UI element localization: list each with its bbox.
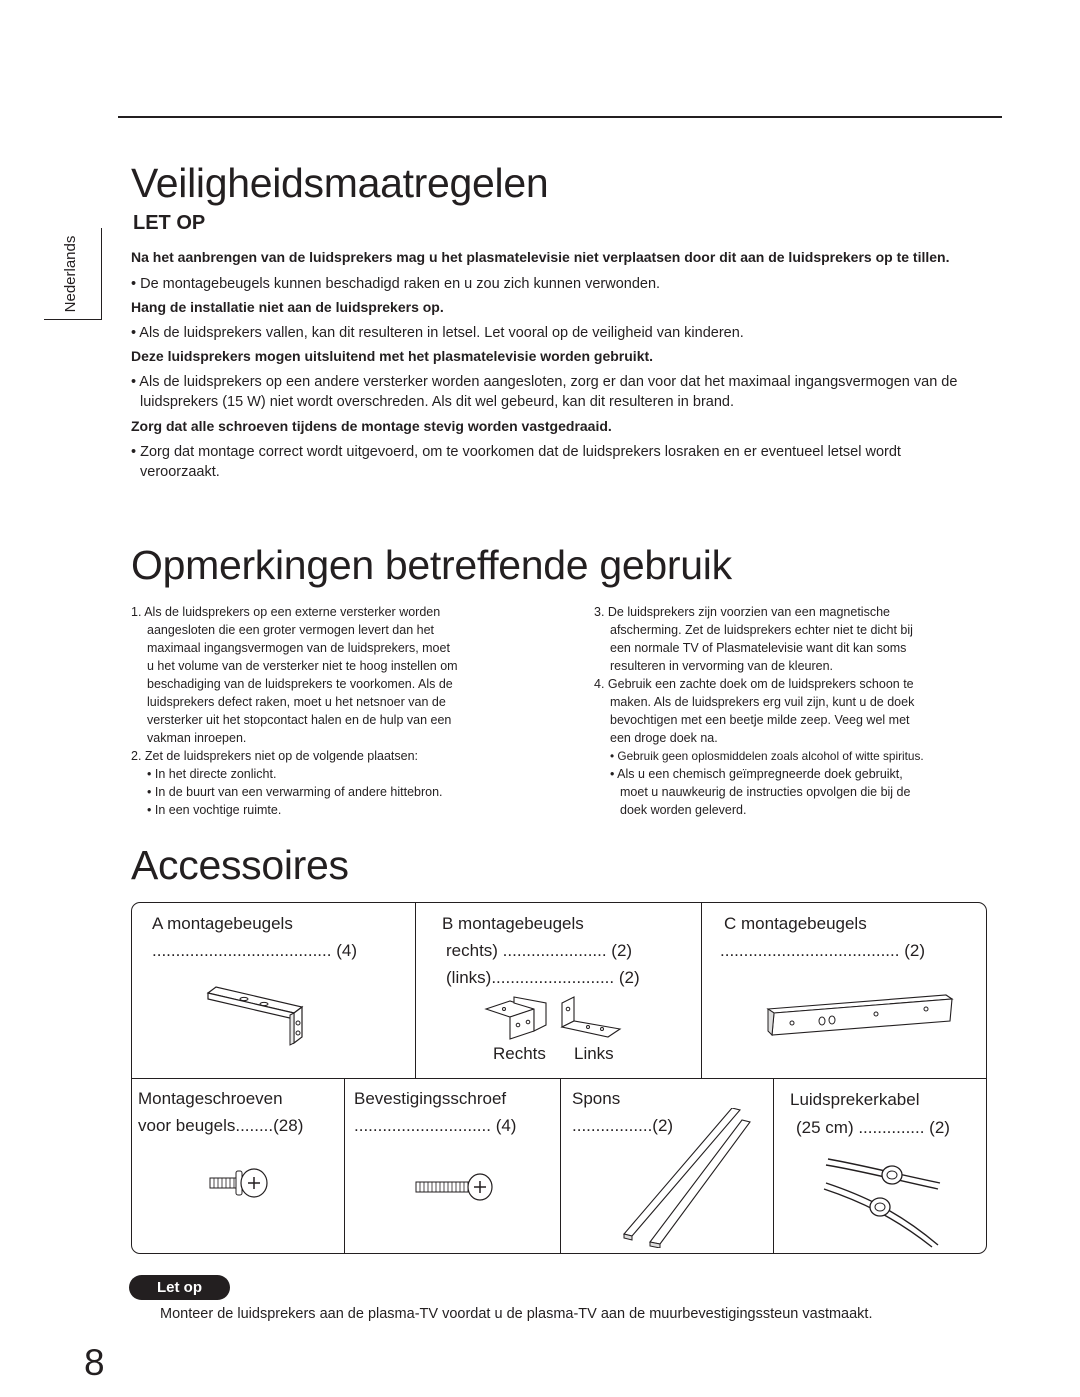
language-tab [44,228,102,320]
accessories-table [131,902,987,1254]
accessory-d-label: Montageschroeven [138,1089,283,1108]
caution-heading: LET OP [133,212,206,234]
note-badge: Let op [129,1275,230,1300]
usage-line: maximaal ingangsvermogen van de luidsprekers, moet [147,641,450,655]
usage-line: • In het directe zonlicht. [147,767,277,781]
usage-line: 3. De luidsprekers zijn voorzien van een magnetische [594,605,890,619]
bracket-a-icon [204,979,314,1051]
usage-line: • In de buurt van een verwarming of andere hittebron. [147,785,443,799]
usage-line: moet u nauwkeurig de instructies opvolgen die bij de [620,785,911,799]
accessory-g-qty: (25 cm) .............. (2) [796,1118,950,1137]
section-title-accessories: Accessoires [131,842,349,888]
usage-line: • Als u een chemisch geïmpregneerde doek gebruikt, [610,767,903,781]
accessory-c-label: C montagebeugels [724,914,867,933]
usage-line: aangesloten die een groter vermogen levert dan het [147,623,434,637]
language-label: Nederlands [62,235,79,313]
usage-line: een normale TV of Plasmatelevisie want dit kan soms [610,641,907,655]
usage-line: resulteren in vervorming van de kleuren. [610,659,834,673]
note-text: Monteer de luidsprekers aan de plasma-TV voordat u de plasma-TV aan de muurbevestigingssteun vastmaakt. [160,1306,873,1322]
accessory-c-qty: ...................................... (2) [720,941,925,960]
accessory-b-links: (links).......................... (2) [446,968,640,987]
usage-left-column [131,603,571,819]
accessory-e-qty: ............................. (4) [354,1116,517,1135]
screw-short-icon [208,1167,272,1199]
safety-detail-4: • Zorg dat montage correct wordt uitgevoerd, om te voorkomen dat de luidsprekers losraken en er eventueel letsel wordt veroorzaakt. [131,444,901,480]
usage-line: vakman inroepen. [147,731,247,745]
accessory-f-label: Spons [572,1089,621,1108]
bracket-b-caption-rechts: Rechts [493,1044,546,1063]
safety-warning-1: Na het aanbrengen van de luidsprekers mag u het plasmatelevisie niet verplaatsen door dit aan de luidsprekers op te tillen. [131,249,950,265]
usage-line: een droge doek na. [610,731,718,745]
safety-detail-1: • De montagebeugels kunnen beschadigd raken en u zou zich kunnen verwonden. [131,276,661,292]
accessory-a-qty: ...................................... (4) [152,941,357,960]
usage-line: luidsprekers defect raken, moet u het netsnoer van de [147,695,446,709]
page-number: 8 [84,1342,105,1383]
usage-line: u het volume van de versterker niet te hoog instellen om [147,659,458,673]
bracket-b-icon [484,995,624,1041]
screw-long-icon [414,1173,494,1201]
accessory-f-qty: .................(2) [572,1116,674,1135]
usage-line: • In een vochtige ruimte. [147,803,282,817]
bracket-b-caption-links: Links [574,1044,614,1063]
speaker-cable-icon [822,1149,946,1249]
safety-detail-2: • Als de luidsprekers vallen, kan dit resulteren in letsel. Let vooral op de veiligheid van kinderen. [131,325,744,341]
usage-line: doek worden geleverd. [620,803,747,817]
safety-detail-3: • Als de luidsprekers op een andere versterker worden aangesloten, zorg er dan voor dat het maximaal ingangsvermogen van de luidsprekers (15 W) niet wordt overschreden. Als dit wel gebeurd, kan dit resulteren in brand. [131,374,958,410]
top-rule [118,116,1002,118]
usage-line: versterker uit het stopcontact halen en de hulp van een [147,713,452,727]
accessory-g-label: Luidsprekerkabel [790,1090,920,1109]
safety-warning-4: Zorg dat alle schroeven tijdens de montage stevig worden vastgedraaid. [131,418,612,434]
accessory-d-qty: voor beugels........(28) [138,1116,304,1135]
usage-line: 1. Als de luidsprekers op een externe versterker worden [131,605,441,619]
safety-warning-2: Hang de installatie niet aan de luidsprekers op. [131,299,444,315]
safety-warning-3: Deze luidsprekers mogen uitsluitend met het plasmatelevisie worden gebruikt. [131,348,654,364]
usage-line: bevochtigen met een beetje milde zeep. Veeg wel met [610,713,910,727]
accessory-a-label: A montagebeugels [152,914,293,933]
usage-right-column [594,603,1014,819]
accessory-b-rechts: rechts) ...................... (2) [446,941,633,960]
accessory-e-label: Bevestigingsschroef [354,1089,507,1108]
usage-line: • Gebruik geen oplosmiddelen zoals alcohol of witte spiritus. [610,749,924,763]
usage-line: beschadiging van de luidsprekers te voorkomen. Als de [147,677,453,691]
safety-items [131,248,976,482]
usage-line: maken. Als de luidsprekers erg vuil zijn, kunt u de doek [610,695,915,709]
sponge-icon [622,1108,752,1248]
usage-line: 2. Zet de luidsprekers niet op de volgende plaatsen: [131,749,418,763]
usage-line: 4. Gebruik een zachte doek om de luidsprekers schoon te [594,677,914,691]
section-title-usage: Opmerkingen betreffende gebruik [131,542,732,588]
accessory-b-label: B montagebeugels [442,914,584,933]
usage-line: afscherming. Zet de luidsprekers echter niet te dicht bij [610,623,913,637]
section-title-safety: Veiligheidsmaatregelen [131,160,549,206]
bracket-c-icon [766,993,956,1043]
